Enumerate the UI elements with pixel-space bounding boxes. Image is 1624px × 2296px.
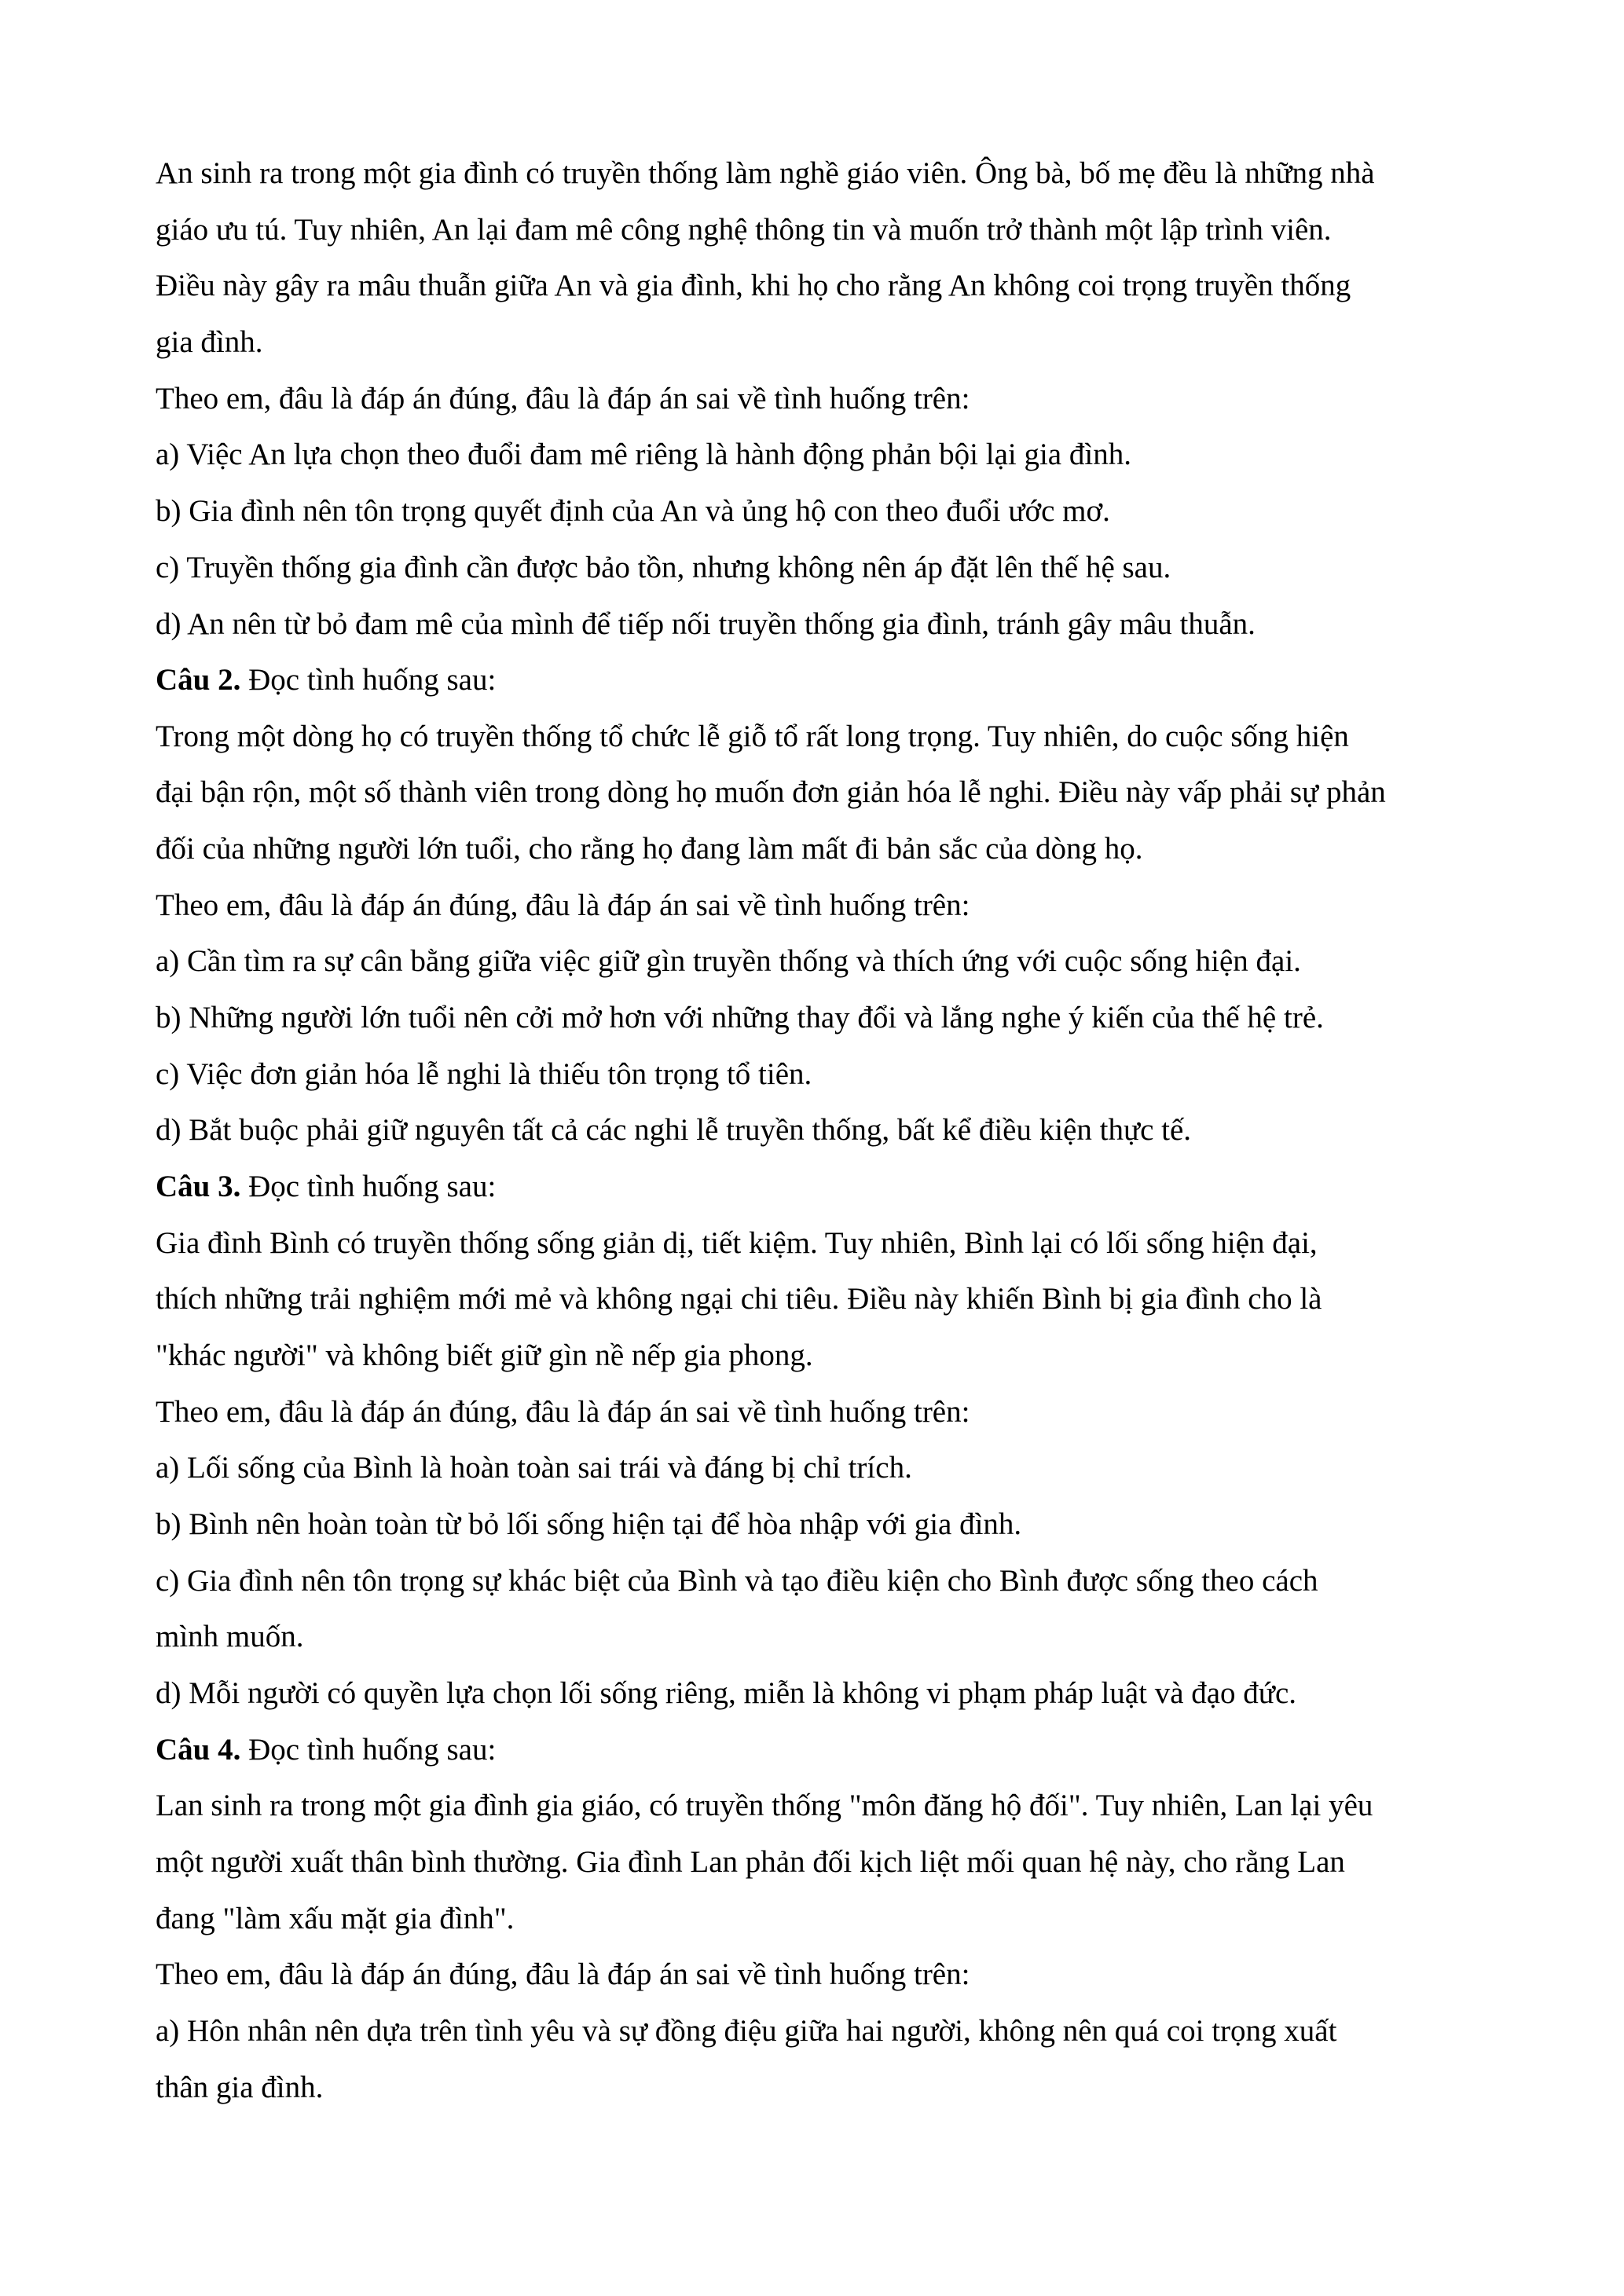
text-line: Theo em, đâu là đáp án đúng, đâu là đáp án sai về tình huống trên: (156, 888, 970, 922)
text-line: đối của những người lớn tuổi, cho rằng họ đang làm mất đi bản sắc của dòng họ. (156, 832, 1143, 866)
question-label: Câu 3. (156, 1170, 241, 1203)
text-line: mình muốn. (156, 1620, 304, 1653)
text-line: Theo em, đâu là đáp án đúng, đâu là đáp án sai về tình huống trên: (156, 1395, 970, 1429)
text-line: thích những trải nghiệm mới mẻ và không ngại chi tiêu. Điều này khiến Bình bị gia đình cho là (156, 1282, 1322, 1316)
question-heading-text: Đọc tình huống sau: (240, 663, 497, 697)
answer-option: a) Cần tìm ra sự cân bằng giữa việc giữ gìn truyền thống và thích ứng với cuộc sống hiện đại. (156, 944, 1301, 978)
answer-option: d) An nên từ bỏ đam mê của mình để tiếp nối truyền thống gia đình, tránh gây mâu thuẫn. (156, 607, 1256, 641)
answer-option: a) Việc An lựa chọn theo đuổi đam mê riêng là hành động phản bội lại gia đình. (156, 438, 1131, 471)
answer-option: d) Bắt buộc phải giữ nguyên tất cả các nghi lễ truyền thống, bất kể điều kiện thực tế. (156, 1113, 1192, 1147)
question-label: Câu 2. (156, 663, 241, 697)
text-line: Gia đình Bình có truyền thống sống giản dị, tiết kiệm. Tuy nhiên, Bình lại có lối sống hiện đại, (156, 1226, 1318, 1260)
text-line: đang "làm xấu mặt gia đình". (156, 1902, 515, 1935)
text-line: Trong một dòng họ có truyền thống tổ chức lễ giỗ tổ rất long trọng. Tuy nhiên, do cuộc sống hiện (156, 720, 1349, 753)
question-heading (156, 661, 496, 699)
text-line: một người xuất thân bình thường. Gia đình Lan phản đối kịch liệt mối quan hệ này, cho rằng Lan (156, 1845, 1345, 1879)
text-line: An sinh ra trong một gia đình có truyền thống làm nghề giáo viên. Ông bà, bố mẹ đều là những nhà (156, 156, 1375, 190)
text-line: Lan sinh ra trong một gia đình gia giáo, có truyền thống "môn đăng hộ đối". Tuy nhiên, Lan lại yêu (156, 1789, 1373, 1822)
answer-option: c) Gia đình nên tôn trọng sự khác biệt của Bình và tạo điều kiện cho Bình được sống theo cách (156, 1564, 1318, 1598)
text-line: Theo em, đâu là đáp án đúng, đâu là đáp án sai về tình huống trên: (156, 1957, 970, 1991)
answer-option: c) Việc đơn giản hóa lễ nghi là thiếu tôn trọng tổ tiên. (156, 1057, 812, 1091)
text-line: "khác người" và không biết giữ gìn nề nếp gia phong. (156, 1338, 813, 1372)
answer-option: b) Những người lớn tuổi nên cởi mở hơn với những thay đổi và lắng nghe ý kiến của thế hệ trẻ. (156, 1001, 1324, 1034)
question-heading (156, 1731, 496, 1769)
answer-option: b) Gia đình nên tôn trọng quyết định của An và ủng hộ con theo đuổi ước mơ. (156, 494, 1110, 528)
text-line: Theo em, đâu là đáp án đúng, đâu là đáp án sai về tình huống trên: (156, 382, 970, 416)
question-heading-text: Đọc tình huống sau: (240, 1170, 497, 1203)
answer-option: b) Bình nên hoàn toàn từ bỏ lối sống hiện tại để hòa nhập với gia đình. (156, 1507, 1022, 1541)
text-line: Điều này gây ra mâu thuẫn giữa An và gia đình, khi họ cho rằng An không coi trọng truyền thống (156, 269, 1351, 302)
text-line: thân gia đình. (156, 2071, 324, 2104)
question-label: Câu 4. (156, 1733, 241, 1767)
text-line: gia đình. (156, 325, 263, 359)
question-heading (156, 1168, 496, 1206)
question-heading-text: Đọc tình huống sau: (240, 1733, 497, 1767)
text-line: đại bận rộn, một số thành viên trong dòng họ muốn đơn giản hóa lễ nghi. Điều này vấp phải sự phản (156, 775, 1386, 809)
text-line: giáo ưu tú. Tuy nhiên, An lại đam mê công nghệ thông tin và muốn trở thành một lập trình viên. (156, 213, 1332, 247)
answer-option: a) Hôn nhân nên dựa trên tình yêu và sự đồng điệu giữa hai người, không nên quá coi trọng xuất (156, 2014, 1337, 2048)
answer-option: c) Truyền thống gia đình cần được bảo tồn, nhưng không nên áp đặt lên thế hệ sau. (156, 551, 1171, 584)
answer-option: a) Lối sống của Bình là hoàn toàn sai trái và đáng bị chỉ trích. (156, 1451, 912, 1485)
answer-option: d) Mỗi người có quyền lựa chọn lối sống riêng, miễn là không vi phạm pháp luật và đạo đức. (156, 1676, 1297, 1710)
